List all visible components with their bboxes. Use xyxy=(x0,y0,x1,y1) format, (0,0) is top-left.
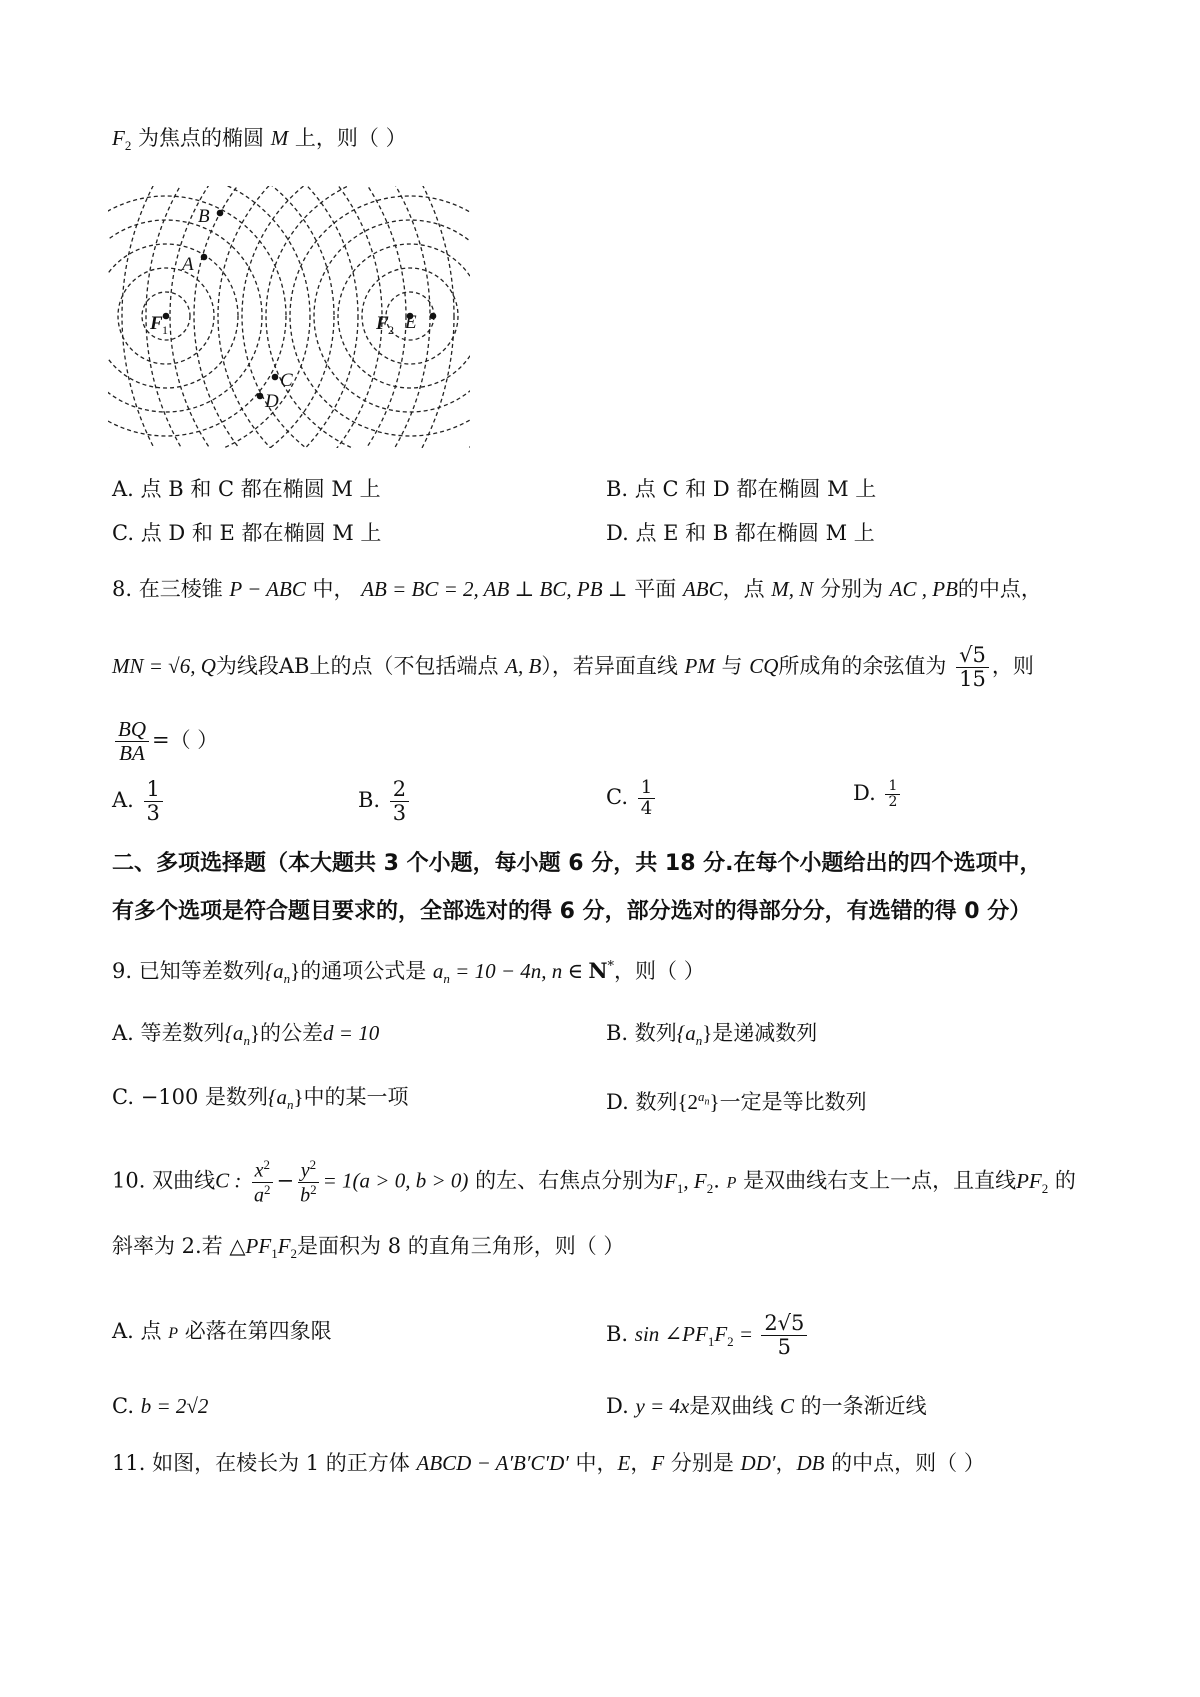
q8-option-c[interactable]: C. $\frac{1}{4}$ xyxy=(606,778,658,819)
point-a xyxy=(201,254,208,261)
dashed-circle xyxy=(108,220,262,412)
q8-line1: 8. 在三棱锥 P − ABC 中， AB = BC = 2, AB ⊥ BC, PB ⊥ 平面 ABC，点 M, N 分别为 AC , PB的中点， xyxy=(112,577,1042,601)
q9-option-a[interactable]: A. 等差数列$\{a_n\}$的公差d = 10 xyxy=(112,1021,380,1049)
q9-option-c[interactable]: C. −100 是数列$\{a_n\}$中的某一项 xyxy=(112,1085,409,1113)
label-b: B xyxy=(198,206,210,227)
q9-option-b[interactable]: B. 数列$\{a_n\}$是递减数列 xyxy=(606,1021,818,1049)
point-d xyxy=(257,393,264,400)
label-c: C xyxy=(280,370,293,391)
ratio-fraction: $\frac{BQ}{BA}$ xyxy=(115,718,149,765)
label-f2: F xyxy=(376,313,389,334)
label-d: D xyxy=(265,391,279,412)
q8-line2: MN = √6, Q为线段AB上的点（不包括端点 A, B），若异面直线 PM 与 CQ所成角的余弦值为 $\frac{√5}{15}$ ，则 xyxy=(112,643,1034,692)
label-f1: F xyxy=(150,313,163,334)
label-a: A xyxy=(182,254,194,275)
point-b xyxy=(217,210,224,217)
q7-option-d[interactable]: D. 点 E 和 B 都在椭圆 M 上 xyxy=(606,521,875,545)
q9-stem: 9. 已知等差数列$\{a_n\}$的通项公式是 $a_n = 10 - 4n$, n ∈ N*，则（ ） xyxy=(112,958,705,987)
q7-option-b[interactable]: B. 点 C 和 D 都在椭圆 M 上 xyxy=(606,477,877,501)
q7-option-c[interactable]: C. 点 D 和 E 都在椭圆 M 上 xyxy=(112,521,382,545)
q7-option-a[interactable]: A. 点 B 和 C 都在椭圆 M 上 xyxy=(112,477,381,501)
q10-option-b[interactable]: B. $\sin \angle PF_1F_2$ = $\frac{2√5}{5}$ xyxy=(606,1312,810,1359)
q11-stem: 11. 如图，在棱长为 1 的正方体 ABCD − A′B′C′D′ 中，E，F 分别是 DD′，DB 的中点，则（ ） xyxy=(112,1451,985,1475)
label-e: E xyxy=(405,312,417,333)
label-f1-sub: 1 xyxy=(162,323,168,337)
q8-ratio-line: $\frac{BQ}{BA}$ =（ ） xyxy=(112,718,218,765)
section2-heading-line2: 有多个选项是符合题目要求的，全部选对的得 6 分，部分选对的得部分分，有选错的得 0 分） xyxy=(112,899,1032,924)
point-e xyxy=(430,313,437,320)
dashed-circle xyxy=(122,186,470,448)
q10-option-c[interactable]: C. b = 2√2 xyxy=(112,1394,209,1418)
dashed-circle xyxy=(194,186,470,448)
q8-option-a[interactable]: A. $\frac{1}{3}$ xyxy=(112,778,166,825)
label-f2-sub: 2 xyxy=(388,323,394,337)
concentric-circles-figure xyxy=(108,186,470,448)
cos-fraction: $\frac{√5}{15}$ xyxy=(956,644,989,691)
q10-line2: 斜率为 2.若 $\triangle PF_1F_2$是面积为 8 的直角三角形，则（ ） xyxy=(112,1234,625,1262)
ellipse-m-symbol: M xyxy=(270,126,289,150)
point-c xyxy=(272,374,279,381)
f2-symbol: $F_2$ xyxy=(112,126,132,154)
q10-option-d[interactable]: D. y = 4x是双曲线 C 的一条渐近线 xyxy=(606,1394,927,1418)
q7-tail-line xyxy=(112,123,407,161)
q7-tail-text2: 上，则（ ） xyxy=(294,126,407,150)
point-f1 xyxy=(163,313,170,320)
q8-option-d[interactable]: D. $\frac{1}{2}$ xyxy=(853,778,903,810)
q10-line1: 10. 双曲线C : $\frac{x^2}{a^2}$ − $\frac{y^2}{b^2}$ = 1(a > 0, b > 0) 的左、右焦点分别为$F_1$, $F_2$. P 是双曲线右支上一点，且直线$PF_2$ 的 xyxy=(112,1157,1076,1207)
section2-heading-line1: 二、多项选择题（本大题共 3 个小题，每小题 6 分，共 18 分.在每个小题给出的四个选项中， xyxy=(112,851,1042,876)
q8-option-b[interactable]: B. $\frac{2}{3}$ xyxy=(358,778,412,825)
q7-tail-text: 为焦点的椭圆 xyxy=(138,126,265,150)
q10-option-a[interactable]: A. 点 P 必落在第四象限 xyxy=(112,1319,332,1343)
q9-option-d[interactable]: D. 数列$\{2^{a_n}\}$一定是等比数列 xyxy=(606,1089,867,1114)
